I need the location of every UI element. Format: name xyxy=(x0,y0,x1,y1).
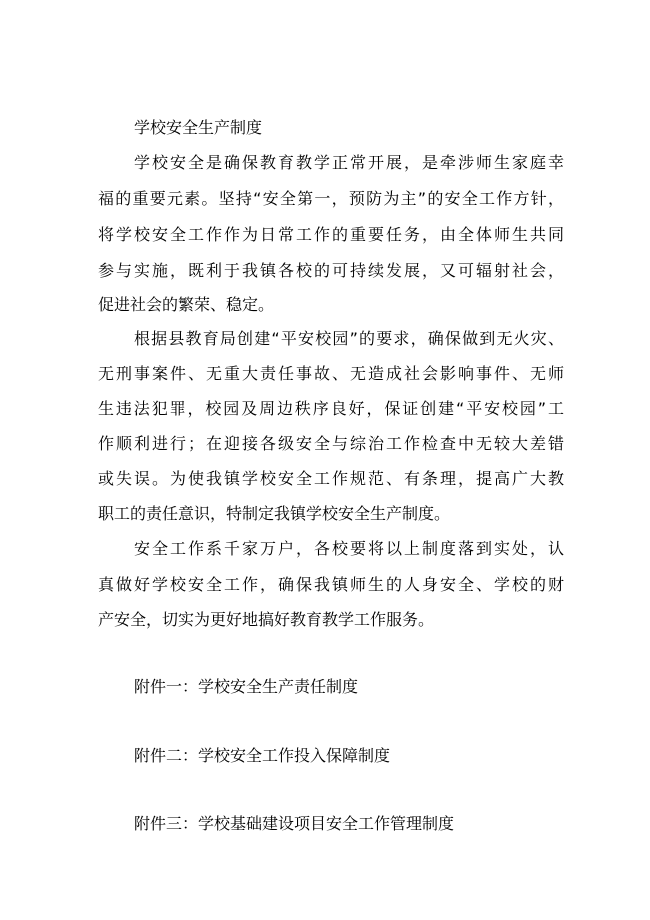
paragraph-1-line: 参与实施，既利于我镇各校的可持续发展，又可辐射社会， xyxy=(98,261,564,280)
attachment-item: 附件一：学校安全生产责任制度 xyxy=(134,677,359,696)
attachment-item: 附件三：学校基础建设项目安全工作管理制度 xyxy=(134,814,455,833)
paragraph-2-line: 根据县教育局创建“平安校园”的要求，确保做到无火灾、 xyxy=(134,329,564,348)
paragraph-3-line: 产安全，切实为更好地搞好教育教学工作服务。 xyxy=(98,610,435,629)
paragraph-2-line: 作顺利进行；在迎接各级安全与综治工作检查中无较大差错 xyxy=(98,434,564,453)
paragraph-2-line: 无刑事案件、无重大责任事故、无造成社会影响事件、无师 xyxy=(98,364,564,383)
attachment-item: 附件二：学校安全工作投入保障制度 xyxy=(134,746,391,765)
paragraph-2-line: 职工的责任意识，特制定我镇学校安全生产制度。 xyxy=(98,504,451,523)
paragraph-2-line: 生违法犯罪，校园及周边秩序良好，保证创建“平安校园”工 xyxy=(98,399,564,418)
paragraph-1-line: 学校安全是确保教育教学正常开展，是牵涉师生家庭幸 xyxy=(134,153,564,172)
paragraph-1-line: 福的重要元素。坚持“安全第一，预防为主”的安全工作方针， xyxy=(98,189,564,208)
document-title: 学校安全生产制度 xyxy=(134,118,263,137)
paragraph-1-line: 将学校安全工作作为日常工作的重要任务，由全体师生共同 xyxy=(98,225,564,244)
paragraph-2-line: 或失误。为使我镇学校安全工作规范、有条理，提高广大教 xyxy=(98,469,564,488)
paragraph-3-line: 真做好学校安全工作，确保我镇师生的人身安全、学校的财 xyxy=(98,575,564,594)
paragraph-3-line: 安全工作系千家万户，各校要将以上制度落到实处，认 xyxy=(134,539,564,558)
paragraph-1-line: 促进社会的繁荣、稳定。 xyxy=(98,295,275,314)
